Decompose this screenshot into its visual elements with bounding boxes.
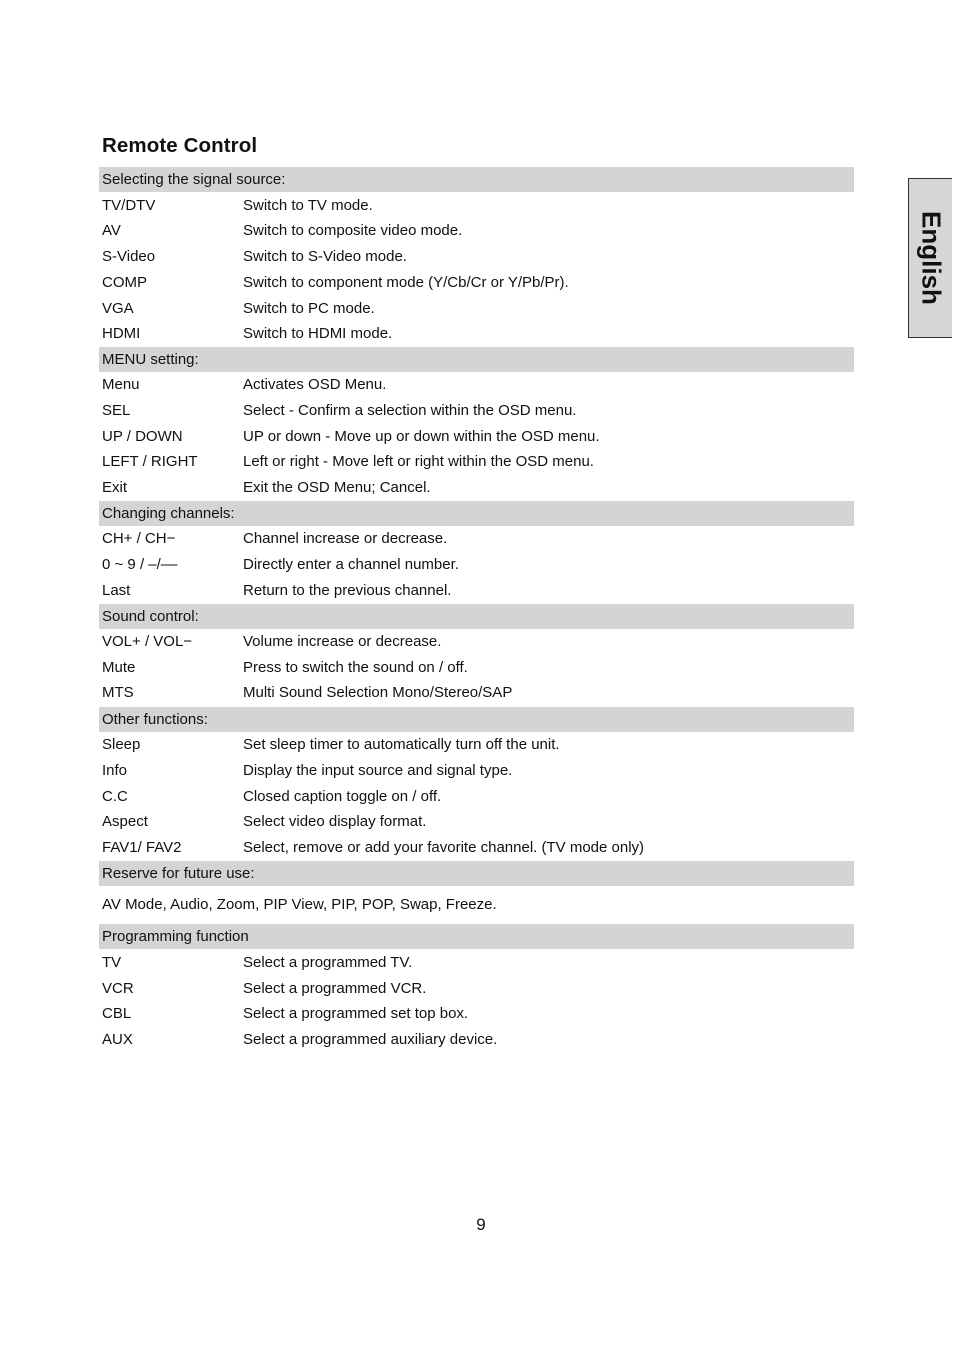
table-row bbox=[102, 787, 854, 807]
button-description: Switch to S-Video mode. bbox=[243, 248, 407, 265]
language-tab bbox=[908, 178, 952, 338]
table-row bbox=[102, 529, 854, 549]
table-row bbox=[102, 478, 854, 498]
section-header-sound-control: Sound control: bbox=[99, 604, 854, 629]
button-key: LEFT / RIGHT bbox=[102, 453, 198, 470]
language-tab-label: English bbox=[916, 211, 946, 305]
button-key: TV/DTV bbox=[102, 197, 156, 214]
table-row bbox=[102, 632, 854, 652]
table-row bbox=[102, 555, 854, 575]
button-key: VOL+ / VOL− bbox=[102, 633, 193, 650]
button-description: Volume increase or decrease. bbox=[243, 633, 442, 650]
button-description: UP or down - Move up or down within the OSD menu. bbox=[243, 428, 600, 445]
button-key: HDMI bbox=[102, 325, 141, 342]
button-description: Activates OSD Menu. bbox=[243, 376, 387, 393]
button-description: Switch to PC mode. bbox=[243, 300, 375, 317]
table-row bbox=[102, 299, 854, 319]
button-key: AV bbox=[102, 222, 121, 239]
table-row bbox=[102, 953, 854, 973]
button-key: C.C bbox=[102, 788, 128, 805]
button-key: AUX bbox=[102, 1031, 133, 1048]
reserved-functions-text: AV Mode, Audio, Zoom, PIP View, PIP, POP, Swap, Freeze. bbox=[102, 896, 497, 913]
button-key: 0 ~ 9 / –/–– bbox=[102, 556, 178, 573]
page-number: 9 bbox=[476, 1215, 486, 1234]
button-key: UP / DOWN bbox=[102, 428, 183, 445]
section-header-other-functions: Other functions: bbox=[99, 707, 854, 732]
button-description: Directly enter a channel number. bbox=[243, 556, 459, 573]
button-description: Press to switch the sound on / off. bbox=[243, 659, 468, 676]
section-header-signal-source: Selecting the signal source: bbox=[99, 167, 854, 192]
table-row bbox=[102, 979, 854, 999]
table-row bbox=[102, 247, 854, 267]
table-row bbox=[102, 324, 854, 344]
section-header-programming: Programming function bbox=[99, 924, 854, 949]
table-row bbox=[102, 401, 854, 421]
table-row bbox=[102, 427, 854, 447]
section-header-reserve: Reserve for future use: bbox=[99, 861, 854, 886]
button-key: Last bbox=[102, 582, 131, 599]
button-description: Left or right - Move left or right within the OSD menu. bbox=[243, 453, 594, 470]
button-key: CH+ / CH− bbox=[102, 530, 176, 547]
table-row bbox=[102, 683, 854, 703]
button-key: VGA bbox=[102, 300, 134, 317]
button-description: Channel increase or decrease. bbox=[243, 530, 448, 547]
section-header-changing-channels: Changing channels: bbox=[99, 501, 854, 526]
button-key: Aspect bbox=[102, 813, 148, 830]
button-description: Set sleep timer to automatically turn off the unit. bbox=[243, 736, 560, 753]
table-row bbox=[102, 452, 854, 472]
table-row bbox=[102, 812, 854, 832]
button-key: Exit bbox=[102, 479, 128, 496]
button-description: Exit the OSD Menu; Cancel. bbox=[243, 479, 431, 496]
button-description: Select a programmed set top box. bbox=[243, 1005, 469, 1022]
button-description: Switch to component mode (Y/Cb/Cr or Y/Pb/Pr). bbox=[243, 274, 569, 291]
button-key: Menu bbox=[102, 376, 140, 393]
button-key: MTS bbox=[102, 684, 134, 701]
button-description: Select - Confirm a selection within the OSD menu. bbox=[243, 402, 577, 419]
button-key: CBL bbox=[102, 1005, 132, 1022]
button-key: Info bbox=[102, 762, 128, 779]
button-description: Return to the previous channel. bbox=[243, 582, 452, 599]
button-key: VCR bbox=[102, 980, 134, 997]
table-row bbox=[102, 375, 854, 395]
table-row bbox=[102, 221, 854, 241]
button-description: Display the input source and signal type. bbox=[243, 762, 513, 779]
button-key: TV bbox=[102, 954, 122, 971]
button-key: S-Video bbox=[102, 248, 156, 265]
button-description: Select video display format. bbox=[243, 813, 427, 830]
button-description: Closed caption toggle on / off. bbox=[243, 788, 442, 805]
table-row bbox=[102, 273, 854, 293]
button-description: Select a programmed VCR. bbox=[243, 980, 427, 997]
page-title: Remote Control bbox=[102, 134, 258, 157]
button-description: Select, remove or add your favorite channel. (TV mode only) bbox=[243, 839, 645, 856]
button-key: Sleep bbox=[102, 736, 141, 753]
table-row bbox=[102, 838, 854, 858]
button-description: Select a programmed TV. bbox=[243, 954, 413, 971]
button-description: Switch to HDMI mode. bbox=[243, 325, 393, 342]
table-row bbox=[102, 658, 854, 678]
button-description: Multi Sound Selection Mono/Stereo/SAP bbox=[243, 684, 513, 701]
button-key: SEL bbox=[102, 402, 131, 419]
button-key: COMP bbox=[102, 274, 147, 291]
section-header-menu-setting: MENU setting: bbox=[99, 347, 854, 372]
table-row bbox=[102, 761, 854, 781]
button-description: Select a programmed auxiliary device. bbox=[243, 1031, 498, 1048]
button-description: Switch to composite video mode. bbox=[243, 222, 463, 239]
table-row bbox=[102, 581, 854, 601]
table-row bbox=[102, 1030, 854, 1050]
table-row bbox=[102, 196, 854, 216]
button-description: Switch to TV mode. bbox=[243, 197, 373, 214]
table-row bbox=[102, 1004, 854, 1024]
table-row bbox=[102, 735, 854, 755]
button-key: FAV1/ FAV2 bbox=[102, 839, 182, 856]
button-key: Mute bbox=[102, 659, 136, 676]
